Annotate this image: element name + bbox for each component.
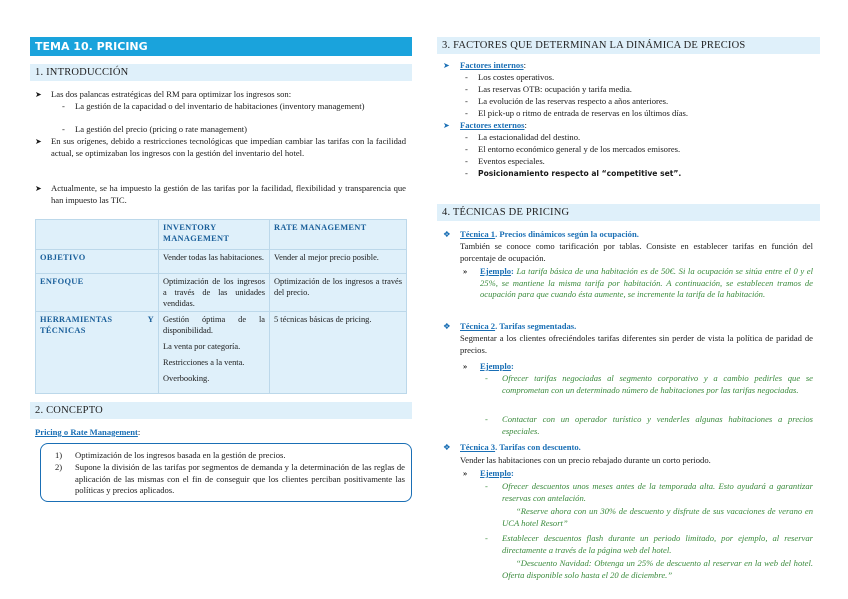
external-factor-item: Posicionamiento respecto al “competitive set”. bbox=[478, 169, 682, 178]
internal-factors-label: Factores internos: bbox=[460, 60, 526, 70]
comparison-table bbox=[35, 219, 407, 394]
technique-2-description: Segmentar a los clientes ofreciéndoles tarifas diferentes sin perder de vista la política de paridad de precios. bbox=[460, 333, 813, 355]
dash-bullet: - bbox=[465, 96, 468, 106]
arrow-bullet-icon: ➤ bbox=[35, 184, 42, 193]
technique-3-quote-2: “Descuento Navidad: Obtenga un 25% de descuento al reservar en la web del hotel. Oferta disponible solo hasta el 20 de diciembre.” bbox=[502, 558, 813, 580]
technique-2-example-1: Ofrecer tarifas negociadas al segmento corporativo y a cambio pedirles que se comprometan con un determinado número de habitaciones por las tarifas negociadas. bbox=[502, 373, 813, 395]
concept-point-1: Optimización de los ingresos basada en la gestión de precios. bbox=[75, 450, 286, 460]
table-cell: Vender todas las habitaciones. bbox=[159, 250, 270, 274]
dash-bullet: - bbox=[485, 373, 488, 383]
intro-sub-bullet-2: La gestión del precio (pricing o rate management) bbox=[75, 124, 248, 134]
technique-1-name: . Precios dinámicos según la ocupación. bbox=[495, 229, 639, 239]
technique-2-title bbox=[460, 321, 576, 333]
list-number: 2) bbox=[55, 462, 63, 472]
external-factor-item: Eventos especiales. bbox=[478, 156, 545, 166]
table-cell: Vender al mejor precio posible. bbox=[270, 250, 407, 274]
arrow-bullet-icon: ➤ bbox=[35, 90, 42, 99]
technique-2-example-label: Ejemplo: bbox=[480, 361, 514, 371]
section-heading-factores: 3. FACTORES QUE DETERMINAN LA DINÁMICA DE PRECIOS bbox=[437, 37, 820, 54]
dash-bullet: - bbox=[485, 533, 488, 543]
intro-bullet-2: En sus orígenes, debido a restricciones tecnológicas que impedían cambiar las tarifas con la facilidad actual, se optimizaban los ingresos con la gestión del inventario del hotel. bbox=[51, 136, 406, 158]
table-cell: La venta por categoría. bbox=[163, 342, 241, 351]
example-text: La tarifa básica de una habitación es de 50€. Si la ocupación se sitúa entre el 0 y el 25%, se mantiene la misma tarifa por habitación. A continuación, se establecen tramos de ocupación para que cuando ésta aumente, se incremente la tarifa de la habitación. bbox=[480, 266, 813, 299]
technique-2-example-2: Contactar con un operador turístico y venderles algunas habitaciones a precios especiales. bbox=[502, 414, 813, 436]
dash-bullet: - bbox=[485, 481, 488, 491]
table-cell: Optimización de los ingresos a través de las unidades vendidas. bbox=[159, 274, 270, 312]
table-header-inventory: INVENTORY MANAGEMENT bbox=[159, 220, 270, 250]
technique-3-description: Vender las habitaciones con un precio rebajado durante un corto periodo. bbox=[460, 455, 711, 465]
external-factor-item: El entorno económico general y de los mercados emisores. bbox=[478, 144, 681, 154]
internal-factor-item: El pick-up o ritmo de entrada de reservas en los últimos días. bbox=[478, 108, 689, 118]
table-row-label: HERRAMIENTAS Y TÉCNICAS bbox=[36, 312, 159, 394]
technique-1-description: También se conoce como tarificación por tablas. Consiste en establecer tarifas en función del porcentaje de ocupación. bbox=[460, 241, 813, 263]
table-header-rate: RATE MANAGEMENT bbox=[270, 220, 407, 250]
table-header-empty bbox=[36, 220, 159, 250]
technique-2-label: Técnica 2 bbox=[460, 321, 496, 331]
table-cell: Gestión óptima de la disponibilidad. bbox=[163, 315, 265, 335]
page-title: TEMA 10. PRICING bbox=[30, 37, 412, 56]
dash-bullet: - bbox=[62, 101, 65, 111]
colon: : bbox=[137, 427, 141, 437]
list-number: 1) bbox=[55, 450, 63, 460]
arrow-bullet-icon: ➤ bbox=[443, 121, 450, 130]
internal-factor-item: La evolución de las reservas respecto a años anteriores. bbox=[478, 96, 669, 106]
example-label: Ejemplo bbox=[480, 266, 512, 276]
concept-point-2: Supone la división de las tarifas por segmentos de demanda y la determinación de las reglas de aplicación de las mismas con el fin de conseguir que los clientes perciban positivamente las políticas y precios aplicados. bbox=[75, 462, 405, 495]
technique-3-label: Técnica 3 bbox=[460, 442, 496, 452]
table-row-label: OBJETIVO bbox=[36, 250, 159, 274]
internal-factor-item: Las reservas OTB: ocupación y tarifa media. bbox=[478, 84, 632, 94]
double-arrow-icon: » bbox=[463, 361, 468, 371]
table-cell: Overbooking. bbox=[163, 374, 210, 383]
section-heading-concepto: 2. CONCEPTO bbox=[30, 402, 412, 419]
diamond-bullet-icon: ❖ bbox=[443, 442, 451, 452]
section-heading-tecnicas: 4. TÉCNICAS DE PRICING bbox=[437, 204, 820, 221]
intro-sub-bullet-1: La gestión de la capacidad o del inventario de habitaciones (inventory management) bbox=[75, 101, 365, 111]
diamond-bullet-icon: ❖ bbox=[443, 229, 451, 239]
technique-3-example-2: Establecer descuentos flash durante un periodo limitado, por ejemplo, al reservar directamente a través de la página web del hotel. bbox=[502, 533, 813, 555]
concept-link[interactable]: Pricing o Rate Management bbox=[35, 427, 138, 437]
technique-2-name: . Tarifas segmentadas. bbox=[495, 321, 577, 331]
internal-factor-item: Los costes operativos. bbox=[478, 72, 555, 82]
technique-3-example-1: Ofrecer descuentos unos meses antes de la temporada alta. Esto ayudará a garantizar reservas con antelación. bbox=[502, 481, 813, 503]
table-cell: 5 técnicas básicas de pricing. bbox=[270, 312, 407, 394]
dash-bullet: - bbox=[465, 72, 468, 82]
diamond-bullet-icon: ❖ bbox=[443, 321, 451, 331]
example-label: Ejemplo bbox=[480, 361, 512, 371]
technique-3-name: . Tarifas con descuento. bbox=[495, 442, 581, 452]
technique-1-title bbox=[460, 229, 639, 241]
concept-label bbox=[35, 427, 140, 439]
table-cell: Restricciones a la venta. bbox=[163, 358, 245, 367]
arrow-bullet-icon: ➤ bbox=[35, 137, 42, 146]
dash-bullet: - bbox=[465, 168, 468, 178]
table-cell-tools bbox=[159, 312, 270, 394]
intro-bullet-1: Las dos palancas estratégicas del RM para optimizar los ingresos son: bbox=[51, 89, 292, 99]
arrow-bullet-icon: ➤ bbox=[443, 61, 450, 70]
dash-bullet: - bbox=[465, 108, 468, 118]
dash-bullet: - bbox=[465, 84, 468, 94]
double-arrow-icon: » bbox=[463, 468, 468, 478]
internal-factors-title: Factores internos bbox=[460, 60, 524, 70]
technique-1-example: Ejemplo: La tarifa básica de una habitación es de 50€. Si la ocupación se sitúa entre el 0 y el 25%, se mantiene la misma tarifa por habitación. A continuación, se establecen tramos de ocupación para que cuando ésta aumente, se incremente la tarifa de la habitación. bbox=[480, 266, 813, 299]
dash-bullet: - bbox=[62, 124, 65, 134]
section-heading-introduccion: 1. INTRODUCCIÓN bbox=[30, 64, 412, 81]
external-factors-title: Factores externos bbox=[460, 120, 525, 130]
technique-3-quote-1: “Reserve ahora con un 30% de descuento y disfrute de sus vacaciones de verano en UCA hotel Resort” bbox=[502, 506, 813, 528]
external-factors-label: Factores externos: bbox=[460, 120, 527, 130]
example-label: Ejemplo bbox=[480, 468, 512, 478]
double-arrow-icon: » bbox=[463, 266, 468, 276]
dash-bullet: - bbox=[465, 156, 468, 166]
external-factor-item: La estacionalidad del destino. bbox=[478, 132, 581, 142]
technique-1-label: Técnica 1 bbox=[460, 229, 496, 239]
table-cell: Optimización de los ingresos a través del precio. bbox=[270, 274, 407, 312]
dash-bullet: - bbox=[465, 144, 468, 154]
dash-bullet: - bbox=[465, 132, 468, 142]
technique-3-example-label: Ejemplo: bbox=[480, 468, 514, 478]
technique-3-title bbox=[460, 442, 581, 454]
dash-bullet: - bbox=[485, 414, 488, 424]
table-row-label: ENFOQUE bbox=[36, 274, 159, 312]
intro-bullet-3: Actualmente, se ha impuesto la gestión de las tarifas por la facilidad, flexibilidad y transparencia que han impuesto las TIC. bbox=[51, 183, 406, 205]
